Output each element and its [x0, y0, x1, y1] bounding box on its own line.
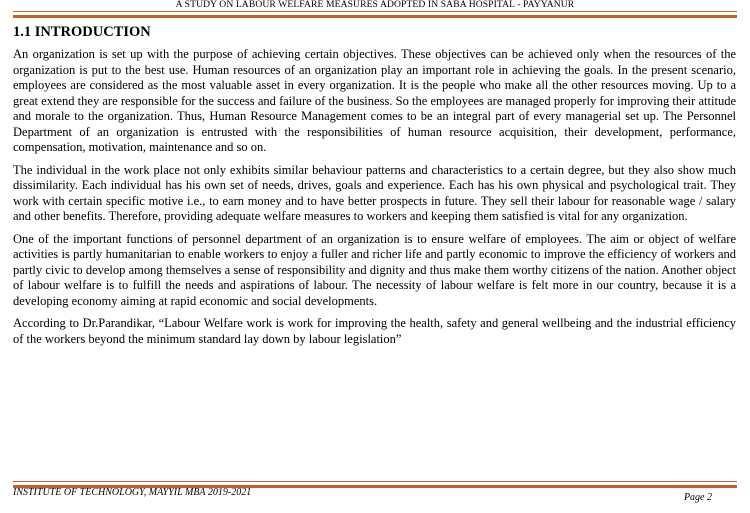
footer-rule-thin — [13, 481, 737, 482]
section-heading: 1.1 INTRODUCTION — [13, 24, 151, 40]
paragraph-4: According to Dr.Parandikar, “Labour Welfare work is work for improving the health, safety and general wellbeing and the industrial efficiency of the workers beyond the minimum standard lay down by labour legislation” — [13, 316, 736, 346]
paragraph-1: An organization is set up with the purpose of achieving certain objectives. These objectives can be achieved only when the resources of the organization is put to the best use. Human resources of an organization play an important role in achieving the goals. In the present scenario, employees are considered as the most valuable asset in every organization. It is the people who make all the other resources moving. Up to a great extend they are responsible for the success and failure of the business. So the employees are managed properly for improving their attitude and morale to the organization. Thus, Human Resource Management comes to be an integral part of every managerial set up. The Personnel Department of an organization is entrusted with the responsibilities of human resource acquisition, their development, performance, compensation, motivation, maintenance and so on. — [13, 47, 736, 154]
running-header: A STUDY ON LABOUR WELFARE MEASURES ADOPTED IN SABA HOSPITAL - PAYYANUR — [175, 0, 575, 10]
paragraph-2: The individual in the work place not only exhibits similar behaviour patterns and characteristics to a certain degree, but they also show much dissimilarity. Each individual has his own set of needs, drives, goals and experience. Each has his own physical and psychological trait. They work with certain specific motive i.e., to earn money and to have better prospects in future. They sell their labour for reasonable wage / salary and other benefits. Therefore, providing adequate welfare measures to workers and keeping them satisfied is vital for any organization. — [13, 162, 736, 223]
footer-institution: INSTITUTE OF TECHNOLOGY, MAYYIL MBA 2019-2021 — [13, 487, 252, 498]
body-text — [13, 47, 736, 354]
header-rule-thin — [13, 11, 737, 12]
paragraph-3: One of the important functions of personnel department of an organization is to ensure welfare of employees. The aim or object of welfare activities is partly humanitarian to enable workers to enjoy a fuller and richer life and partly economic to improve the efficiency of workers and partly civic to develop among themselves a sense of responsibility and dignity and thus make them worthy citizens of the nation. Another object of labour welfare is to fulfill the needs and aspirations of labour. The necessity of labour welfare is felt more in our country, because it is a developing economy aiming at rapid economic and social developments. — [13, 231, 736, 308]
page-number: Page 2 — [683, 492, 712, 503]
header-rule-thick — [13, 15, 737, 18]
